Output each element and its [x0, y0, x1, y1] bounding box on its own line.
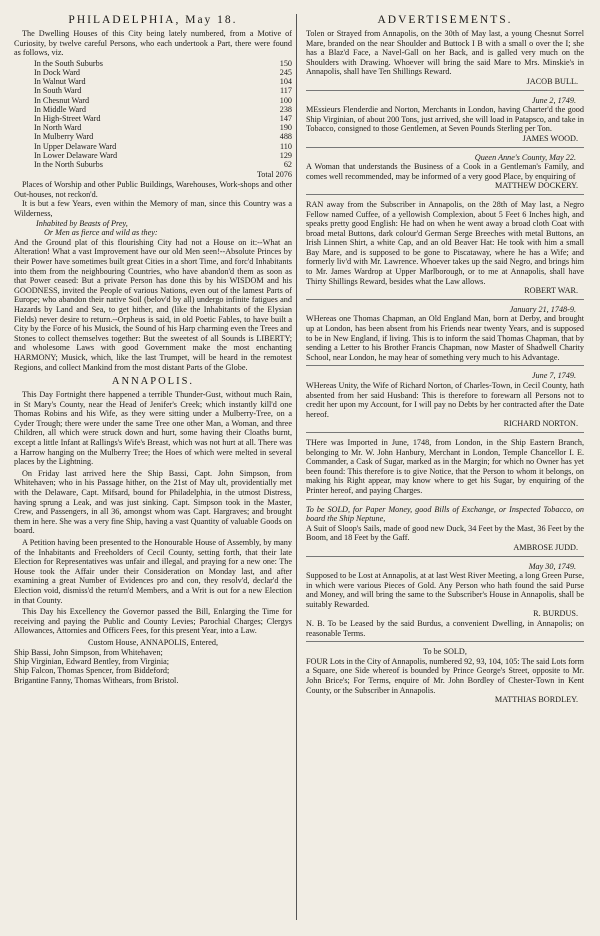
customs-heading: Custom House, ANNAPOLIS, Entered,	[87, 637, 219, 647]
census-intro: The Dwelling Houses of this City being lately numbered, from a Motive of Curiosity, by twelve careful Persons, who each undertook a Part, there were found as follows, viz.	[14, 29, 292, 58]
ward-row: In Dock Ward 245	[34, 67, 292, 77]
ward-row: In Upper Delaware Ward 110	[34, 141, 292, 151]
paragraph: Places of Worship and other Public Buildings, Warehouses, Work-shops and other Out-houses, not reckon'd.	[14, 180, 292, 199]
advertisement	[306, 371, 584, 433]
advertisement	[306, 647, 584, 708]
paragraph: A Petition having been presented to the Honourable House of Assembly, by many of the Inhabitants and Freeholders of Cecil County, setting forth, that their late Election for Representatives was unfair and illegal, and praying for a new one: The House took the Affair under their Consideration on Monday last, and after examining a great Number of Evidences pro and con, they resolv'd, declar'd the Election void, dismiss'd the return'd Members, and a Writ is out for a new Election in that County.	[14, 538, 292, 605]
ad-body: WHereas Unity, the Wife of Richard Norton, of Charles-Town, in Cecil County, hath absented from her said Husband: This is therefore to forewarn all Persons not to credit her upon my Account, for I will pay no Debts by her contracted after the Date hereof.	[306, 381, 584, 419]
ad-note: N. B. To be Leased by the said Burdus, a convenient Dwelling, in Annapolis; on reasonable Terms.	[306, 619, 584, 638]
ad-body: THere was Imported in June, 1748, from London, in the Ship Eastern Branch, belonging to Mr. W. John Hanbury, Merchant in London, Temple Chancellor I. E. Commander, a Cask of Sugar, marked as in the Margin; for which no Owner has yet been found: This therefore is to give Notice, that the Person to whom it belongs, on making his Right appear, may know where to get his Sugar, by enquiring of the Printer hereof, and paying Charges.	[306, 437, 584, 495]
paragraph: On Friday last arrived here the Ship Bassi, Capt. John Simpson, from Whitehaven; who in his Passage hither, on the 21st of May ult, providentially met with the Delaware, Capt. Mifsard, bound for Philadelphia, in the utmost Distress, having sprung a Leak, and was just sinking. Capt. Simpson took in the Master, Crew, and Passengers, in all 36, amongst whom was Capt. Hargraves; and brought them in here. She was a very fine Ship, having a vast Quantity of valuable Goods on board.	[14, 468, 292, 536]
verse-line: Inhabited by Beasts of Prey,	[36, 218, 128, 228]
advertisement	[306, 305, 584, 367]
news-column	[14, 14, 292, 685]
advertisements-column	[306, 14, 584, 710]
verse-line: Or Men as fierce and wild as they:	[44, 228, 158, 238]
ward-row: In High-Street Ward 147	[34, 114, 292, 123]
ship-entry: Ship Falcon, Thomas Spencer, from Biddeford;	[14, 666, 170, 676]
philadelphia-heading: PHILADELPHIA, May 18.	[68, 14, 238, 26]
ad-body: MEssieurs Flenderdie and Norton, Merchants in London, having Charter'd the good Ship Virginian, of about 200 Tons, just arrived, she will load in Patapsco, and take in Tobacco, consigned to those Gentlemen, at Seven Pounds Sterling per Ton.	[306, 105, 584, 134]
ad-body: RAN away from the Subscriber in Annapolis, on the 28th of May last, a Negro Fellow named Cuffee, of a yellowish Complexion, about 5 Feet 6 Inches high, and speaks pretty good English: He had on when he went away a broad cloth Coat with broad metal Buttons, dark colour'd German Serge Breeches with metal Buttons, an Irish Linnen Shirt, a white Cap, and an old Beaver Hat: He took with him a small Bay Mare, and is supposed to be gone to Piscataway, where he has a Wife; and formerly liv'd with Mr. Lawrence. Whoever takes up the said Negro, and brings him to Mr. James Wardrop at Upper Marlborough, or to me at Annapolis, shall have Thirty Shillings Reward, besides what the Law allows.	[306, 199, 584, 286]
ad-signature: AMBROSE JUDD.	[513, 542, 578, 552]
ad-signature: ROBERT WAR.	[524, 286, 578, 296]
ward-list	[14, 59, 292, 169]
ward-row: In Chesnut Ward 100	[34, 95, 292, 105]
ad-body: A Woman that understands the Business of a Cook in a Gentleman's Family, and comes well recommended, may be informed of a very good Place, by enquiring of	[306, 162, 584, 181]
ward-row: In Mulberry Ward 488	[34, 132, 292, 142]
ward-row: In Walnut Ward 104	[34, 77, 292, 87]
ward-total: Total 2076	[256, 170, 292, 180]
ward-row: In Lower Delaware Ward 129	[34, 150, 292, 160]
ad-date: June 2, 1749.	[531, 95, 576, 105]
ward-row: In North Ward 190	[34, 123, 292, 133]
ad-signature: JAMES WOOD.	[522, 133, 578, 143]
ward-row: In South Ward 117	[34, 86, 292, 96]
ship-entry: Ship Bassi, John Simpson, from Whitehaven;	[14, 647, 163, 657]
ward-row: In Middle Ward 238	[34, 104, 292, 114]
ad-signature: R. BURDUS.	[533, 609, 578, 619]
ad-body: A Suit of Sloop's Sails, made of good new Duck, 34 Feet by the Mast, 36 Feet by the Boom, and 18 Feet by the Gaff.	[306, 523, 584, 543]
advertisement	[306, 153, 584, 195]
ad-body: Tolen or Strayed from Annapolis, on the 30th of May last, a young Chesnut Sorrel Mare, branded on the near Shoulder and Buttock I B with a small o over the I; she has a Blaz'd Face, a Navel-Gall on her Back, and is galled very much on the Shoulders with Drawing. Whoever will bring the said Mare to Mrs. Minskie's in Annapolis, shall have Ten Shillings Reward.	[306, 29, 584, 77]
advertisement	[306, 96, 584, 148]
advertisement	[306, 200, 584, 300]
ad-date: January 21, 1748-9.	[509, 304, 576, 314]
advertisement	[306, 29, 584, 91]
ad-signature: MATTHEW DOCKERY.	[495, 181, 578, 191]
ward-row: In the South Suburbs 150	[34, 58, 292, 68]
ship-entry: Ship Virginian, Edward Bentley, from Virginia;	[14, 656, 170, 666]
paragraph: And the Ground plat of this flourishing City had not a House on it:--What an Alteration! What a vast Improvement have our old Men seen!--Absolute Princes by their Power have sometimes built great Cities in a short Time, and forc'd Inhabitants into them from the neighbouring Countries, who have abandon'd them as soon as that Power ceased: But a private Person has done this by his WISDOM and his GOODNESS, invited the People of various Nations, even out of the lamest Parts of Europe; who abandon their native Soil (belov'd by all) undergo infinite fatigues and Hazards by Land and Sea, to get hither, and (like the Inhabitants of the Elysian Fields) never desire to return.--Orpheus is said, in old Poetic Fables, to have built a City by the Force of his Musick, the Sound of his Harp charming even the Trees and Stones to collect themselves together: But the sweetest of all Sounds is LIBERTY; and wholesome Laws with good Government make the most enchanting HARMONY; Musick, which, like the last Trumpet, will be heard in the remotest Regions, and collect Mankind from the most distant Parts of the Globe.	[14, 237, 292, 372]
paragraph: This Day Fortnight there happened a terrible Thunder-Gust, without much Rain, in St Mary's County, near the Head of Jenifer's Creek; which instantly kill'd one Thomas Robins and his Wife, as they were sitting under a Mulberry-Tree, on a Cyder Trough; there were under the same Tree one other Man, a Woman, and three Children, all which were struck down and hurt, some having their Cloaths burnt, except a little Infant at Rallings's Wife's Breast, which was not hurt at all. There was a Harrow hanging on the Mulberry Tree; the Hoes of which were melted in several places by the Lightning.	[14, 390, 292, 467]
ad-date: Queen Anne's County, May 22.	[474, 152, 576, 162]
ship-list	[14, 648, 292, 686]
ad-signature: MATTHIAS BORDLEY.	[494, 695, 578, 705]
ad-signature: RICHARD NORTON.	[503, 419, 578, 429]
ad-body: Supposed to be Lost at Annapolis, at at last West River Meeting, a long Green Purse, in which were various Pieces of Gold. Any Person who hath found the said Purse and Money, and will bring the same to the Subscriber's House in Annapolis, shall be suitably Rewarded.	[306, 571, 584, 609]
advertisement	[306, 562, 584, 643]
ad-lead: To be SOLD, for Paper Money, good Bills of Exchange, or Inspected Tobacco, on board the Ship Neptune,	[306, 504, 584, 524]
ship-entry: Brigantine Fanny, Thomas Withears, from Bristol.	[14, 675, 179, 685]
column-divider	[296, 14, 297, 920]
paragraph: It is but a few Years, even within the Memory of man, since this Country was a Wilderness,	[14, 199, 292, 218]
advertisement	[306, 505, 584, 557]
ad-signature: JACOB BULL.	[526, 76, 578, 86]
ad-body: WHereas one Thomas Chapman, an Old England Man, born at Derby, and brought up at London, has been absent from his Friends near twenty Years, and is supposed to be in New England, if living. This is to inform the said Thomas Chapman, that by sending a Letter to his Brother Francis Chapman, now Master of Shadwell Charity School, near London, he may hear of something very much to his Advantage.	[306, 314, 584, 362]
paragraph: This Day his Excellency the Governor passed the Bill, Enlarging the Time for receiving and paying the Public and County Levies; Parochial Charges; Clergys Allowances, Attornies and Officers Fees, for this present Year, into a Law.	[14, 607, 292, 636]
ad-date: June 7, 1749.	[531, 371, 576, 381]
annapolis-heading: ANNAPOLIS.	[111, 376, 195, 388]
ad-date: May 30, 1749.	[528, 561, 576, 571]
ad-body: FOUR Lots in the City of Annapolis, numbered 92, 93, 104, 105: The said Lots form a Square, one Side whereof is bounded by Prince George's Street, opposite to Mr. John Brice's; For Terms, enquire of Mr. John Bordley of Chester-Town in Kent County, or the Subscriber in Annapolis.	[306, 656, 584, 695]
ward-row: In the North Suburbs 62	[34, 160, 292, 170]
advertisements-heading: ADVERTISEMENTS.	[377, 14, 513, 26]
advertisement	[306, 438, 584, 500]
ad-lead: To be SOLD,	[423, 647, 467, 657]
